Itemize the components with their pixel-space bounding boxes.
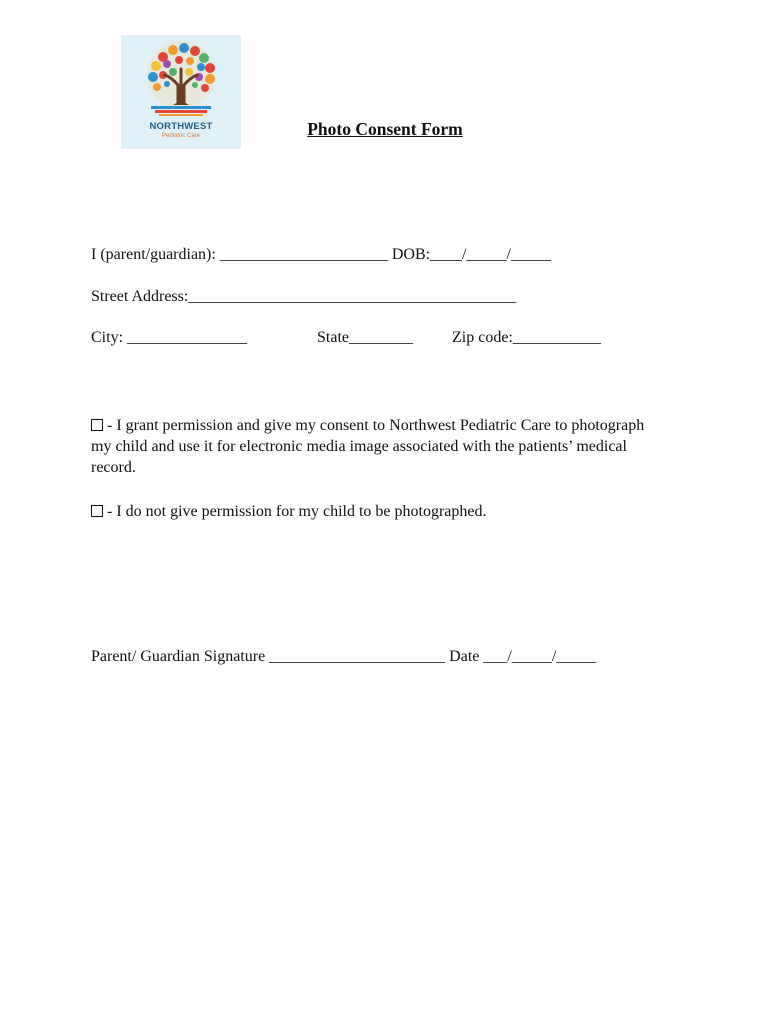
grant-permission-checkbox[interactable] [91, 419, 103, 431]
logo-subtitle: Pediatric Care [161, 133, 200, 139]
deny-permission-option [91, 501, 661, 522]
page-title [0, 119, 770, 140]
city-field[interactable]: City: _______________ [91, 329, 248, 346]
deny-permission-checkbox[interactable] [91, 505, 103, 517]
grant-permission-option [91, 415, 661, 478]
street-address-field[interactable]: Street Address:_________________________________________ [91, 288, 517, 305]
grant-permission-text: - I grant permission and give my consent to Northwest Pediatric Care to photograph my child and use it for electronic media image associated with the patients’ medical record. [91, 417, 645, 476]
signature-date-field[interactable]: Parent/ Guardian Signature ______________________ Date ___/_____/_____ [91, 648, 597, 665]
state-field[interactable]: State________ [317, 329, 413, 346]
deny-permission-text: - I do not give permission for my child to be photographed. [107, 503, 487, 520]
logo-name: NORTHWEST [149, 121, 213, 132]
zip-code-field[interactable]: Zip code:___________ [452, 329, 601, 346]
page-title-text: Photo Consent Form [307, 119, 463, 139]
parent-guardian-dob-field[interactable]: I (parent/guardian): _____________________ DOB:____/_____/_____ [91, 246, 551, 263]
